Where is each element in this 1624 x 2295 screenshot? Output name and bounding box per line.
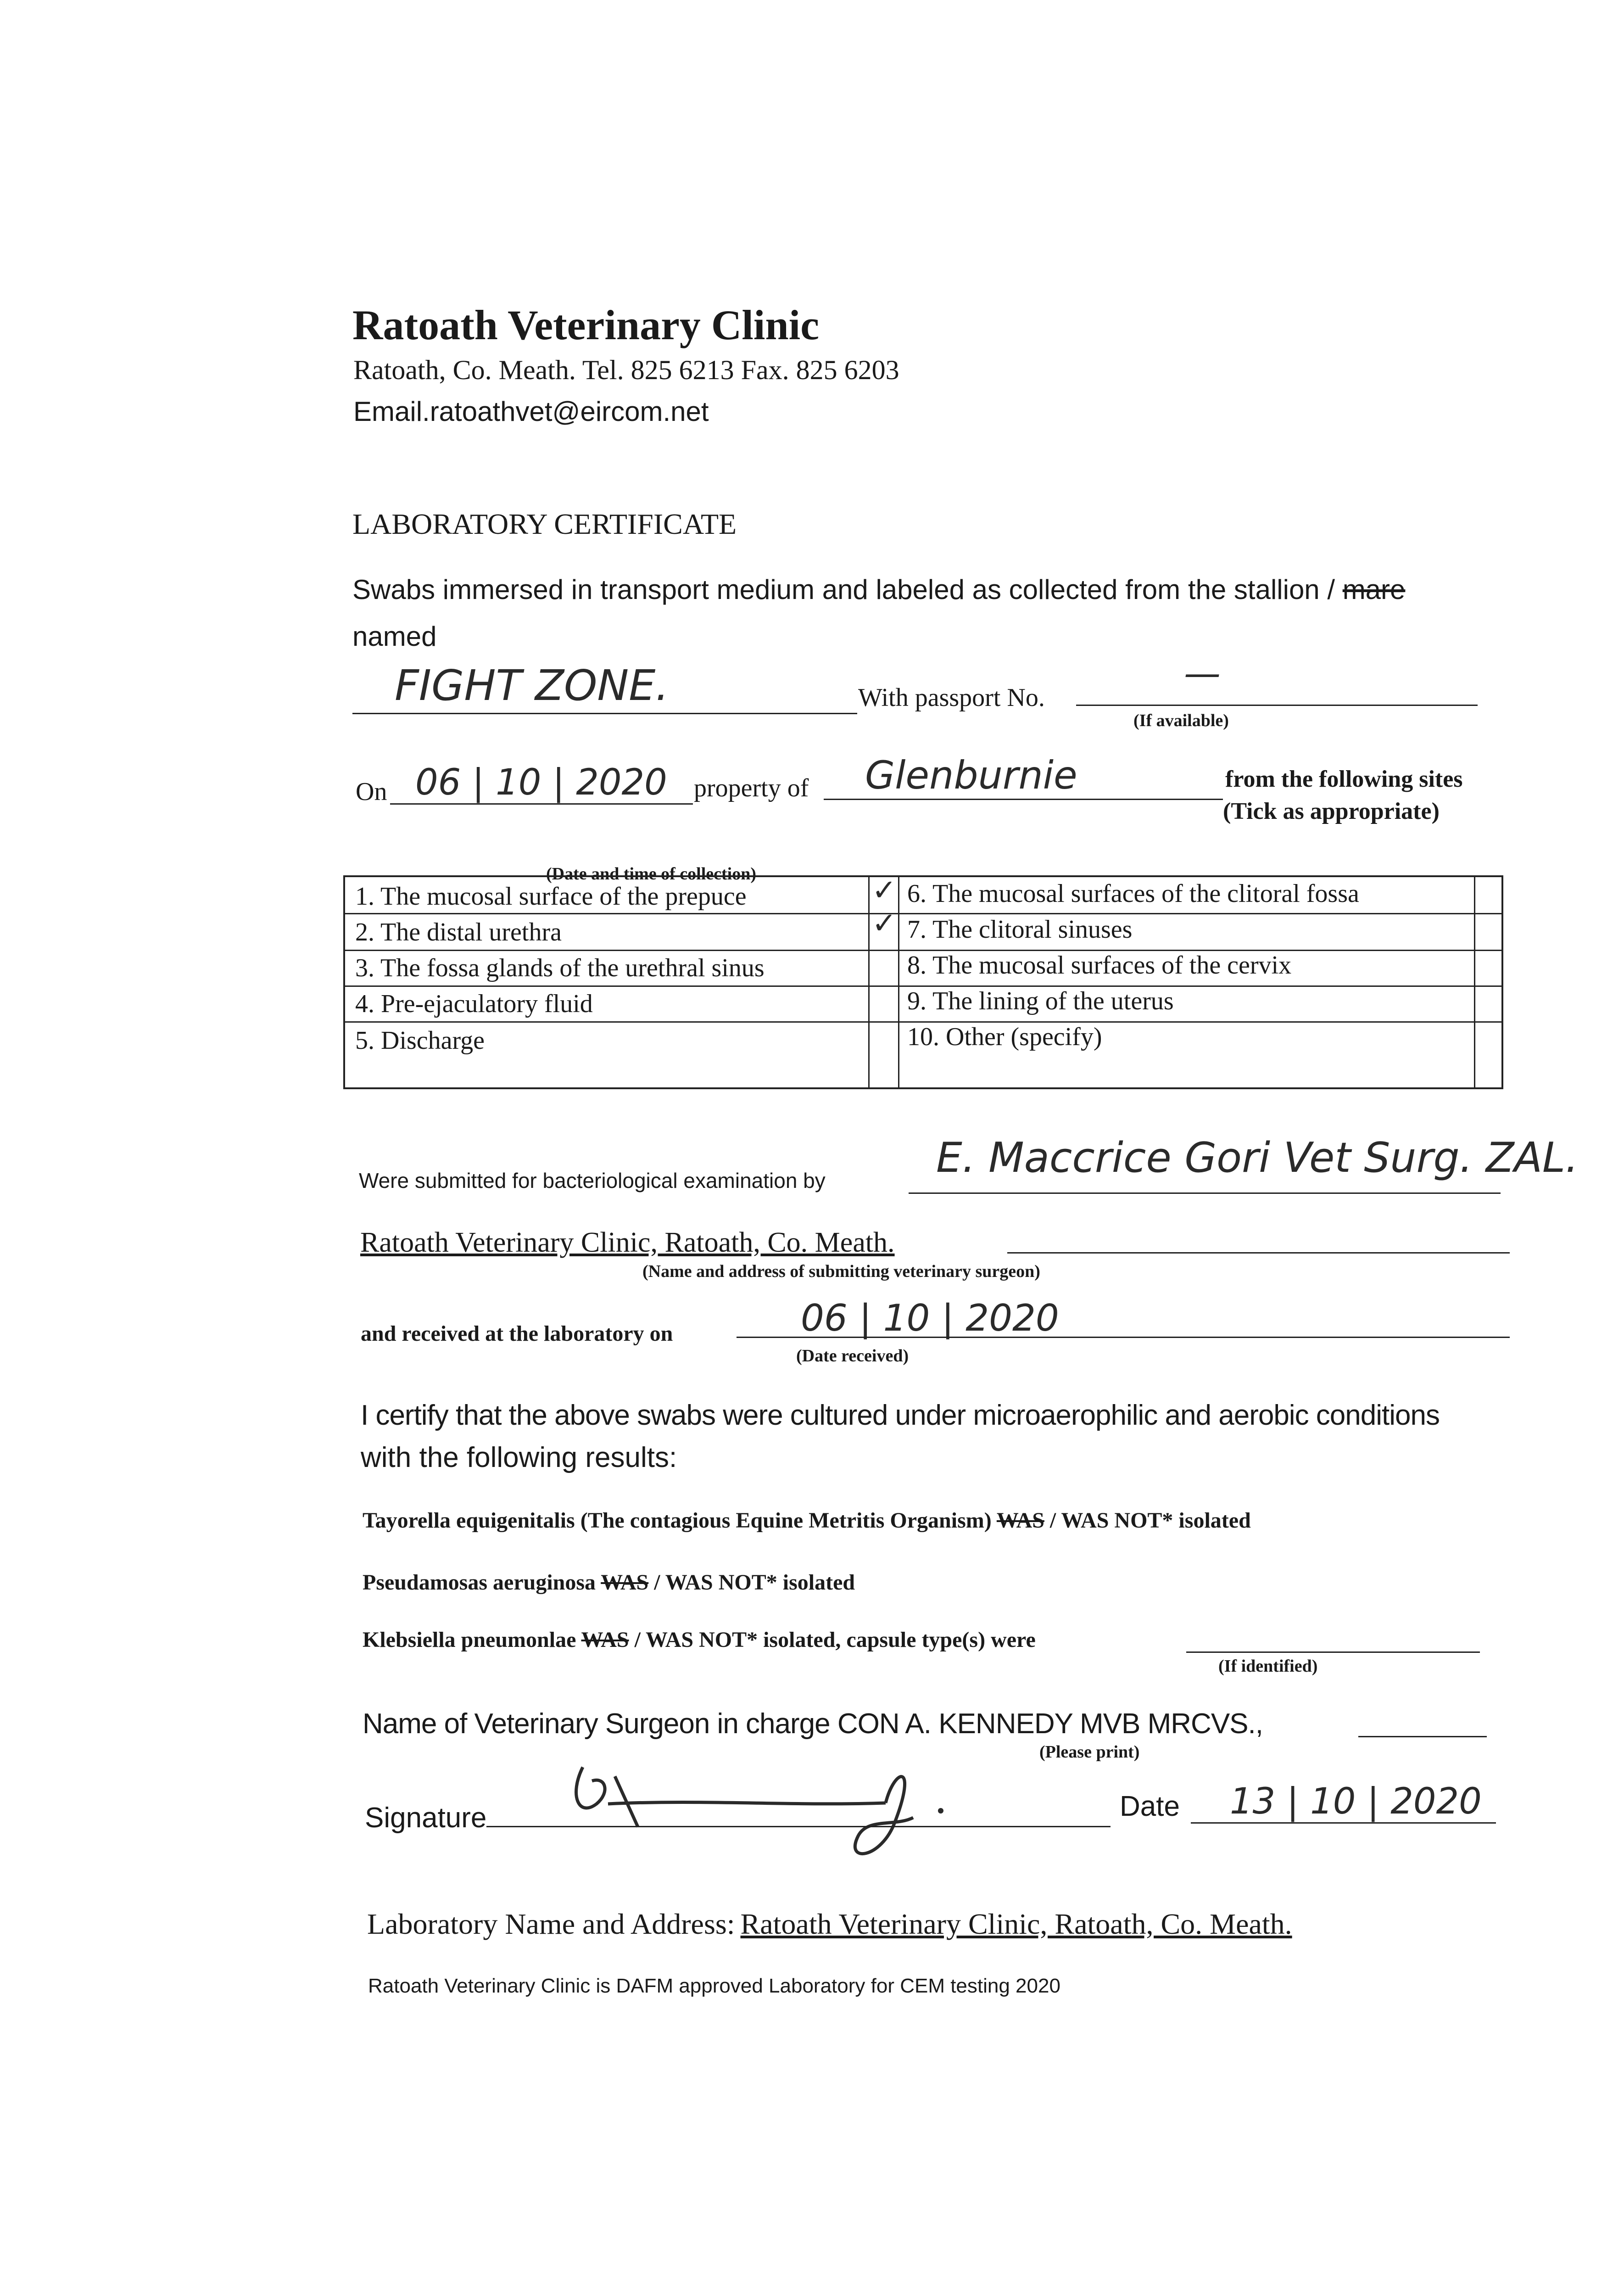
surgeon-line: [1358, 1736, 1487, 1737]
result-tayorella-suffix: / WAS NOT* isolated: [1044, 1508, 1251, 1533]
submitted-by-value: E. Maccrice Gori Vet Surg. ZAL.: [936, 1134, 1579, 1182]
sites-table: [343, 875, 1503, 1089]
received-value: 06 | 10 | 2020: [801, 1297, 1059, 1339]
lab-label: Laboratory Name and Address:: [367, 1908, 735, 1940]
collection-date-line: [390, 803, 693, 805]
lab-value: Ratoath Veterinary Clinic, Ratoath, Co. Meath.: [740, 1908, 1292, 1940]
intro-line: [352, 574, 1405, 605]
horse-name-line: [352, 713, 857, 714]
site-6: 6. The mucosal surfaces of the clitoral fossa: [907, 879, 1359, 908]
submitting-address-note: (Name and address of submitting veterinary surgeon): [642, 1262, 1040, 1281]
lab-line: [367, 1907, 1292, 1941]
passport-value: —: [1184, 652, 1221, 694]
horse-name-value: FIGHT ZONE.: [395, 661, 669, 710]
result-tayorella-prefix: Tayorella equigenitalis (The contagious Equine Metritis Organism): [363, 1508, 997, 1533]
signature-date-line: [1191, 1822, 1496, 1824]
lab-approval: Ratoath Veterinary Clinic is DAFM approved Laboratory for CEM testing 2020: [368, 1975, 1060, 1997]
clinic-address: Ratoath, Co. Meath. Tel. 825 6213 Fax. 825 6203: [353, 355, 899, 385]
property-label: property of: [694, 774, 809, 802]
col-divider: [1474, 877, 1475, 1087]
signature-line: [486, 1826, 1111, 1827]
result-tayorella-struck: WAS: [996, 1508, 1044, 1533]
signature-date-value: 13 | 10 | 2020: [1230, 1781, 1482, 1822]
sites-label: from the following sites: [1225, 766, 1463, 792]
certificate-title: LABORATORY CERTIFICATE: [352, 508, 737, 540]
submitting-address-line: [1007, 1252, 1510, 1254]
signature-date-label: Date: [1120, 1791, 1180, 1822]
surgeon-note: (Please print): [1039, 1742, 1140, 1762]
tick-note: (Tick as appropriate): [1223, 798, 1440, 824]
site-8: 8. The mucosal surfaces of the cervix: [907, 951, 1292, 980]
site-1-tick: ✓: [872, 873, 897, 907]
result-pseudomonas-prefix: Pseudamosas aeruginosa: [363, 1570, 601, 1595]
clinic-email: Email.ratoathvet@eircom.net: [353, 396, 709, 427]
col-divider: [898, 877, 899, 1087]
certify-line-1: I certify that the above swabs were cultured under microaerophilic and aerobic conditions: [361, 1399, 1440, 1431]
identified-note: (If identified): [1218, 1657, 1318, 1676]
site-2: 2. The distal urethra: [355, 918, 562, 946]
site-2-tick: ✓: [872, 907, 897, 940]
capsule-type-line: [1186, 1651, 1480, 1653]
intro-text: Swabs immersed in transport medium and labeled as collected from the stallion /: [352, 574, 1343, 605]
result-pseudomonas: [363, 1570, 855, 1595]
intro-struck: mare: [1342, 574, 1406, 605]
site-10: 10. Other (specify): [907, 1023, 1102, 1051]
property-line: [824, 799, 1223, 800]
site-5: 5. Discharge: [355, 1026, 485, 1055]
property-value: Glenburnie: [865, 753, 1077, 798]
result-klebsiella-prefix: Klebsiella pneumonlae: [363, 1628, 581, 1652]
result-klebsiella-struck: WAS: [581, 1628, 629, 1652]
site-1: 1. The mucosal surface of the prepuce: [355, 882, 747, 911]
collection-date: 06 | 10 | 2020: [415, 762, 667, 803]
result-pseudomonas-suffix: / WAS NOT* isolated: [648, 1570, 855, 1595]
received-line: [737, 1337, 1510, 1338]
submitting-address: [360, 1226, 895, 1259]
result-pseudomonas-struck: WAS: [601, 1570, 649, 1595]
surgeon-label: Name of Veterinary Surgeon in charge CON A. KENNEDY MVB MRCVS.,: [363, 1708, 1263, 1740]
signature-label: Signature: [365, 1802, 487, 1834]
on-label: On: [356, 778, 387, 806]
site-3: 3. The fossa glands of the urethral sinus: [355, 954, 765, 982]
passport-note: (If available): [1133, 711, 1229, 730]
site-4: 4. Pre-ejaculatory fluid: [355, 990, 593, 1018]
intro-line-2: named: [352, 621, 437, 652]
site-9: 9. The lining of the uterus: [907, 987, 1174, 1015]
passport-label: With passport No.: [858, 683, 1045, 712]
submitting-address-value: Ratoath Veterinary Clinic, Ratoath, Co. Meath.: [360, 1227, 895, 1258]
result-klebsiella-suffix: / WAS NOT* isolated, capsule type(s) were: [629, 1628, 1036, 1652]
col-divider: [868, 877, 870, 1087]
site-7: 7. The clitoral sinuses: [907, 915, 1133, 944]
row-divider: [345, 913, 1501, 914]
received-label: and received at the laboratory on: [361, 1321, 673, 1346]
certify-line-2: with the following results:: [361, 1442, 677, 1473]
result-klebsiella: [363, 1627, 1036, 1652]
received-note: (Date received): [796, 1346, 909, 1366]
clinic-name: Ratoath Veterinary Clinic: [352, 302, 820, 348]
passport-line: [1076, 705, 1478, 706]
submitted-label: Were submitted for bacteriological examination by: [359, 1169, 826, 1192]
result-tayorella: [363, 1508, 1251, 1533]
date-time-note: (Date and time of collection): [546, 864, 756, 884]
submitted-by-line: [909, 1192, 1501, 1194]
signature-mark: [564, 1749, 968, 1868]
